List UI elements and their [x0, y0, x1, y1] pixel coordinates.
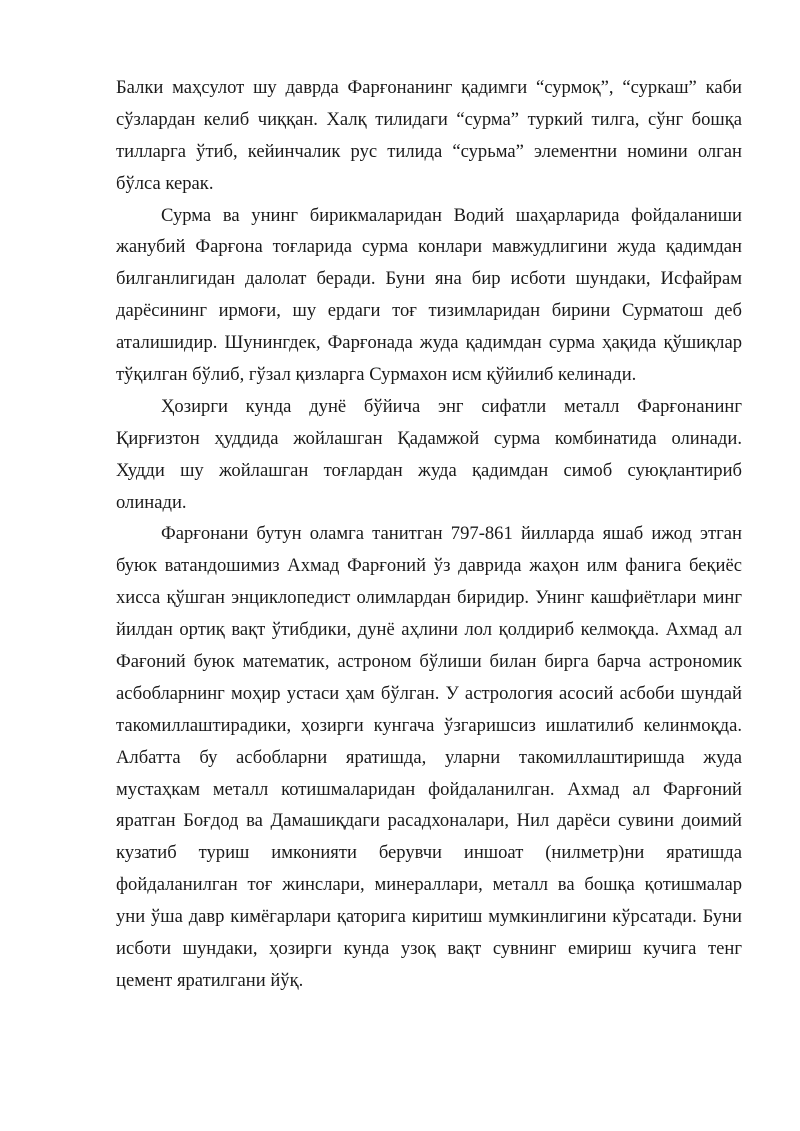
text-line: сўзлардан келиб чиққан. Халқ тилидаги “сурма” туркий тилга, сўнг бошқа — [116, 108, 742, 130]
text-line: олинади. — [116, 491, 187, 513]
text-line: аталишидир. Шунингдек, Фарғонада жуда қадимдан сурма ҳақида қўшиқлар — [116, 332, 742, 354]
text-line: яратган Боғдод ва Дамашиқдаги расадхоналари, Нил дарёси сувини доимий — [116, 810, 742, 832]
text-line: Фағоний буюк математик, астроном бўлиши билан бирга барча астрономик — [116, 651, 742, 673]
text-line: Қирғизтон ҳуддида жойлашган Қадамжой сурма комбинатида олинади. — [116, 427, 742, 449]
text-line: бўлса керак. — [116, 172, 214, 194]
text-line: билганлигидан далолат беради. Буни яна бир исботи шундаки, Исфайрам — [116, 268, 742, 290]
text-line: такомиллаштирадики, ҳозирги кунгача ўзгаришсиз ишлатилиб келинмоқда. — [116, 714, 742, 736]
text-line: жанубий Фарғона тоғларида сурма конлари мавжудлигини жуда қадимдан — [116, 236, 742, 258]
text-line: фойдаланилган тоғ жинслари, минераллари, металл ва бошқа қотишмалар — [116, 874, 742, 896]
text-line: исботи шундаки, ҳозирги кунда узоқ вақт сувнинг емириш кучига тенг — [116, 938, 742, 960]
text-line: асбобларнинг моҳир устаси ҳам бўлган. У астрология асосий асбоби шундай — [116, 682, 742, 704]
text-line: цемент яратилгани йўқ. — [116, 969, 304, 991]
text-line: уни ўша давр кимёгарлари қаторига киритиш мумкинлигини кўрсатади. Буни — [116, 906, 742, 928]
text-line: тилларга ўтиб, кейинчалик рус тилида “сурьма” элементни номини олган — [116, 140, 742, 162]
text-line: Албатта бу асбобларни яратишда, уларни такомиллаштиришда жуда — [116, 746, 742, 768]
paragraph-2 — [116, 200, 742, 391]
text-line: Балки маҳсулот шу даврда Фарғонанинг қадимги “сурмоқ”, “суркаш” каби — [116, 77, 742, 98]
paragraph-4 — [116, 518, 742, 996]
text-line: кузатиб туриш имконияти берувчи иншоат (нилметр)ни яратишда — [116, 842, 742, 864]
text-line: буюк ватандошимиз Ахмад Фарғоний ўз даврида жаҳон илм фанига беқиёс — [116, 555, 742, 577]
text-line: тўқилган бўлиб, гўзал қизларга Сурмахон исм қўйилиб келинади. — [116, 364, 637, 386]
document-body — [116, 72, 742, 997]
text-line: Фарғонани бутун оламга танитган 797-861 йилларда яшаб ижод этган — [161, 523, 742, 545]
text-line: дарёсининг ирмоғи, шу ердаги тоғ тизимларидан бирини Сурматош деб — [116, 300, 742, 322]
text-line: хисса қўшган энциклопедист олимлардан биридир. Унинг кашфиётлари минг — [116, 587, 742, 609]
text-line: мустаҳкам металл котишмаларидан фойдаланилган. Ахмад ал Фарғоний — [116, 778, 742, 800]
text-line: йилдан ортиқ вақт ўтибдики, дунё аҳлини лол қолдириб келмоқда. Ахмад ал — [116, 619, 742, 641]
text-line: Сурма ва унинг бирикмаларидан Водий шаҳарларида фойдаланиши — [161, 204, 742, 226]
text-line: Худди шу жойлашган тоғлардан жуда қадимдан симоб суюқлантириб — [116, 459, 742, 481]
paragraph-3 — [116, 391, 742, 519]
paragraph-1 — [116, 72, 742, 200]
text-line: Ҳозирги кунда дунё бўйича энг сифатли металл Фарғонанинг — [161, 395, 742, 417]
